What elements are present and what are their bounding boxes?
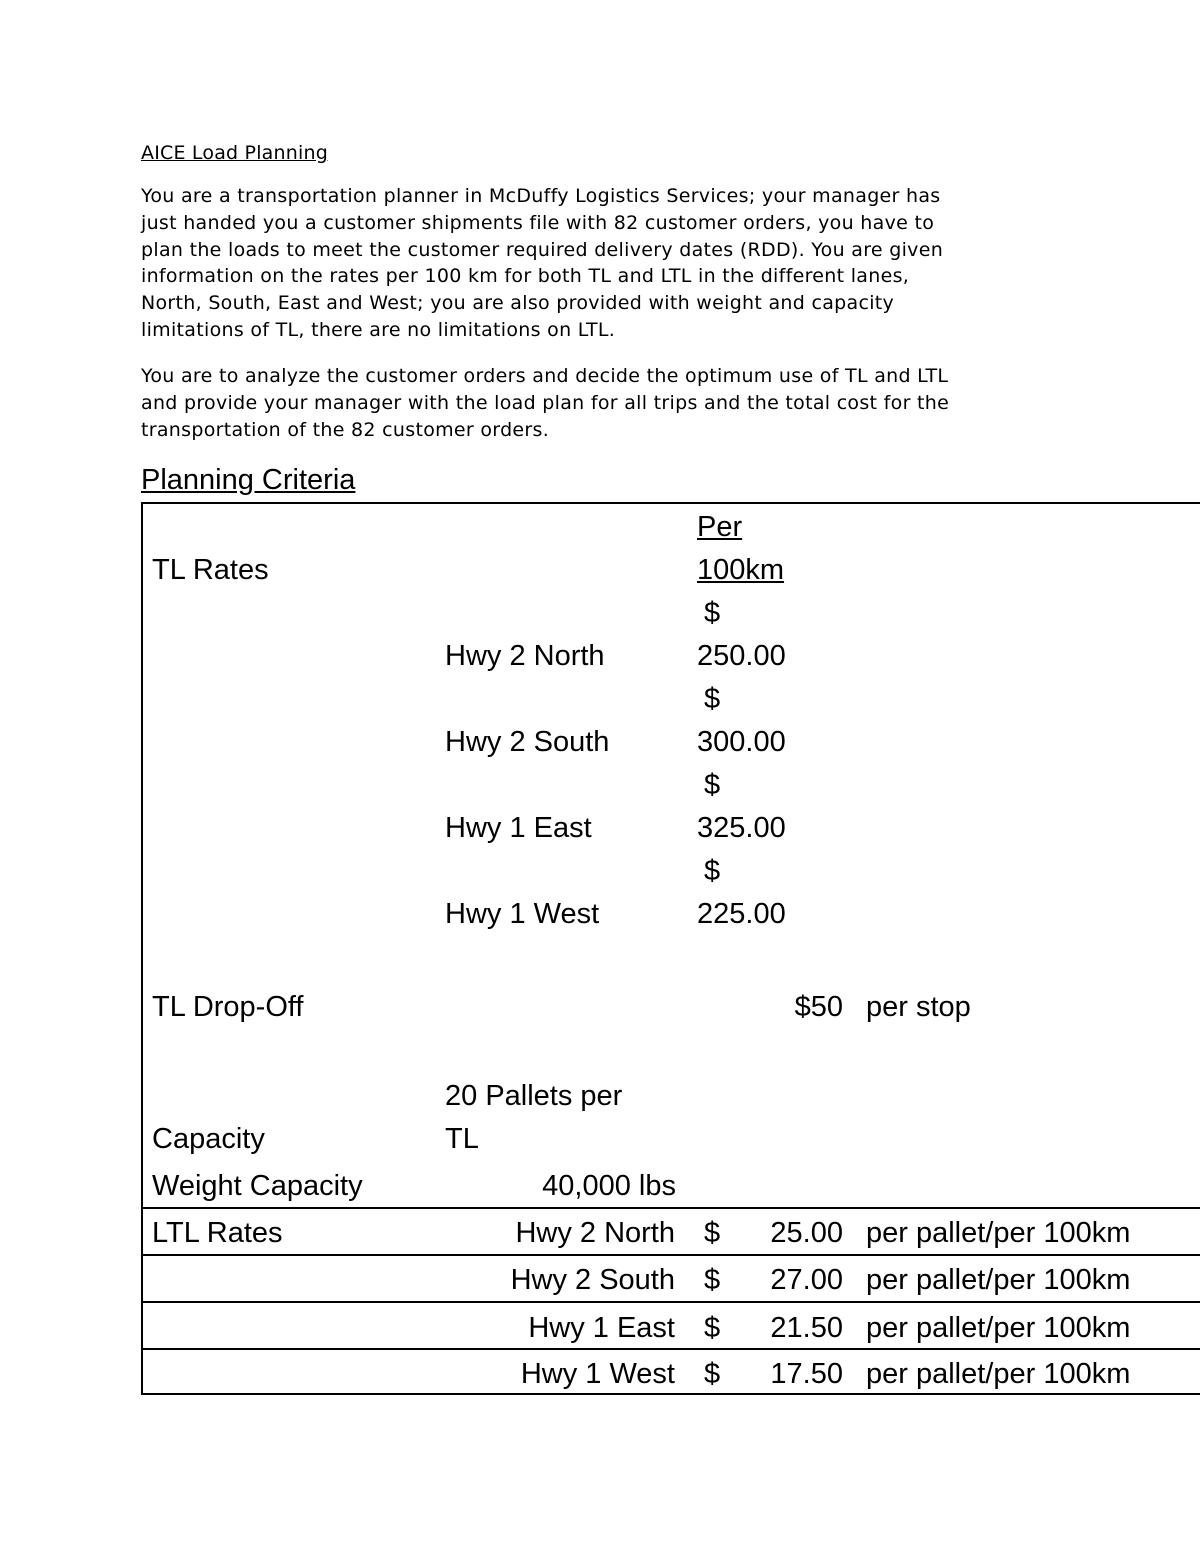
tl-lane: Hwy 2 North <box>445 640 605 672</box>
section-title: Planning Criteria <box>141 464 356 496</box>
dropoff-label: TL Drop-Off <box>152 991 304 1023</box>
tl-rate: 250.00 <box>697 640 786 672</box>
ltl-lane: Hwy 2 North <box>515 1217 675 1249</box>
table-divider <box>141 1301 1200 1303</box>
paragraph-line: and provide your manager with the load plan for all trips and the total cost for the <box>141 391 950 414</box>
tl-currency: $ <box>704 683 721 715</box>
weight-label: Weight Capacity <box>152 1170 363 1202</box>
task-paragraph <box>141 363 1061 443</box>
paragraph-line: You are a transportation planner in McDuffy Logistics Services; your manager has <box>141 185 941 207</box>
ltl-currency: $ <box>704 1312 721 1344</box>
tl-rate: 225.00 <box>697 898 786 930</box>
ltl-rate: 17.50 <box>770 1358 843 1390</box>
ltl-rate: 21.50 <box>770 1312 843 1344</box>
tl-lane: Hwy 1 East <box>445 812 592 844</box>
tl-currency: $ <box>704 769 721 801</box>
ltl-rate: 25.00 <box>770 1217 843 1249</box>
tl-rates-label: TL Rates <box>152 554 269 586</box>
per-header-line1: Per <box>697 511 743 543</box>
ltl-unit: per pallet/per 100km <box>866 1217 1131 1249</box>
table-divider <box>141 1348 1200 1350</box>
dropoff-amount: $50 <box>794 991 843 1023</box>
ltl-rates-label: LTL Rates <box>152 1217 283 1249</box>
ltl-lane: Hwy 1 West <box>520 1358 675 1390</box>
capacity-label: Capacity <box>152 1123 265 1155</box>
ltl-lane: Hwy 1 East <box>528 1312 675 1344</box>
ltl-rate: 27.00 <box>770 1264 843 1296</box>
tl-lane: Hwy 1 West <box>445 898 600 930</box>
ltl-currency: $ <box>704 1358 721 1390</box>
ltl-currency: $ <box>704 1264 721 1296</box>
tl-rate: 325.00 <box>697 812 786 844</box>
paragraph-line: transportation of the 82 customer orders. <box>141 418 550 441</box>
ltl-unit: per pallet/per 100km <box>866 1312 1131 1344</box>
table-divider <box>141 1254 1200 1256</box>
tl-lane: Hwy 2 South <box>445 726 610 758</box>
dropoff-unit: per stop <box>866 991 971 1023</box>
paragraph-line: North, South, East and West; you are also provided with weight and capacity <box>141 292 895 315</box>
capacity-value-line1: 20 Pallets per <box>445 1080 623 1112</box>
ltl-currency: $ <box>704 1217 721 1249</box>
per-header-line2: 100km <box>697 554 785 586</box>
paragraph-line: just handed you a customer shipments file with 82 customer orders, you have to <box>141 211 935 234</box>
tl-currency: $ <box>704 855 721 887</box>
ltl-lane: Hwy 2 South <box>510 1264 675 1296</box>
ltl-unit: per pallet/per 100km <box>866 1358 1131 1390</box>
capacity-value-line2: TL <box>445 1123 479 1155</box>
weight-value: 40,000 lbs <box>542 1170 676 1202</box>
intro-paragraph <box>141 183 1061 344</box>
paragraph-line: limitations of TL, there are no limitations on LTL. <box>141 318 616 341</box>
paragraph-line: You are to analyze the customer orders and decide the optimum use of TL and LTL <box>141 365 949 387</box>
ltl-unit: per pallet/per 100km <box>866 1264 1131 1296</box>
tl-currency: $ <box>704 597 721 629</box>
paragraph-line: plan the loads to meet the customer required delivery dates (RDD). You are given <box>141 238 944 261</box>
paragraph-line: information on the rates per 100 km for both TL and LTL in the different lanes, <box>141 265 910 288</box>
document-title: AICE Load Planning <box>141 142 328 164</box>
table-divider <box>141 1207 1200 1209</box>
criteria-table <box>141 502 1200 1395</box>
tl-rate: 300.00 <box>697 726 786 758</box>
